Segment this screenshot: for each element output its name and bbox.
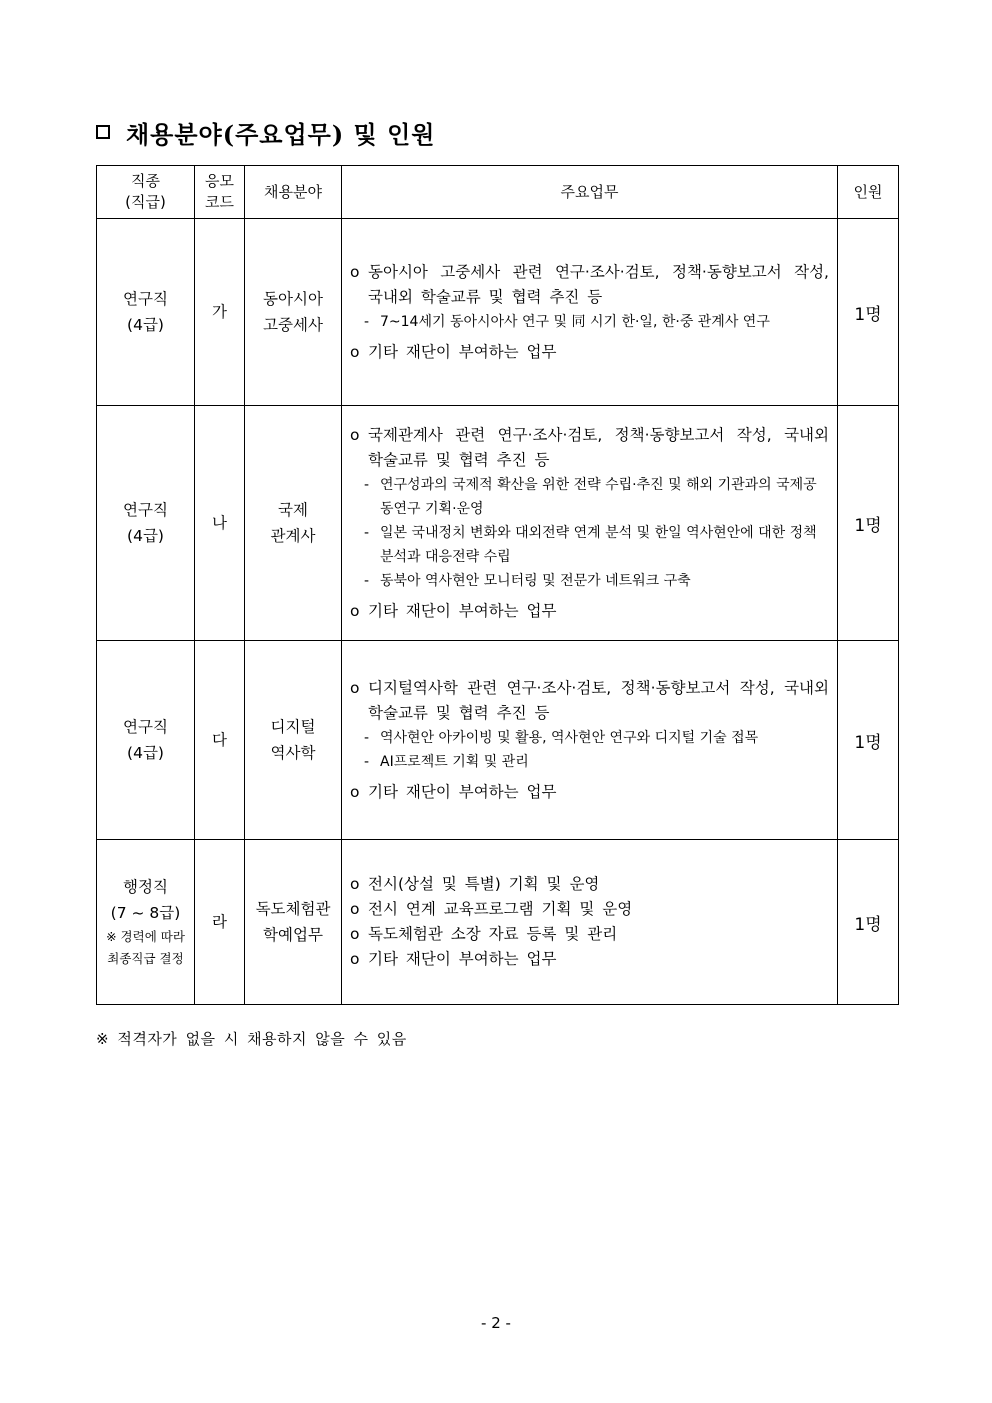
duty-text: AI프로젝트 기획 및 관리 [380,753,529,770]
duty-text: 기타 재단이 부여하는 업무 [368,342,557,361]
duty-subitem [350,521,829,569]
header-code-line: 응모 [205,172,234,190]
header-field: 채용분야 [245,166,342,219]
section-title [96,112,435,152]
duty-text: 전시(상설 및 특별) 기획 및 운영 [368,875,600,893]
bullet-circle-marker: o [350,342,360,361]
section-title-text: 채용분야(주요업무) 및 인원 [126,119,436,149]
bullet-circle-marker: o [350,950,360,968]
cell-code: 나 [195,406,245,641]
duty-item [350,897,829,922]
header-job-type-line: 직종 [131,172,160,190]
duty-item [350,947,829,972]
duty-text: 연구성과의 국제적 확산을 위한 전략 수립·추진 및 해외 기관과의 국제공동연구 기획·운영 [380,476,817,517]
cell-duties [342,641,838,840]
bullet-dash-marker: - [364,313,370,330]
cell-field [245,406,342,641]
job-type-line: 연구직 [123,290,168,308]
duty-text: 기타 재단이 부여하는 업무 [368,782,557,801]
cell-field [245,219,342,406]
field-line: 학예업무 [263,926,323,944]
field-line: 국제 [278,501,308,519]
cell-field [245,840,342,1005]
duty-text: 동아시아 고중세사 관련 연구·조사·검토, 정책·동향보고서 작성, 국내외 학술교류 및 협력 추진 등 [368,262,829,306]
duty-item [350,260,829,310]
job-type-line: (4급) [127,527,164,545]
duty-text: 일본 국내정치 변화와 대외전략 연계 분석 및 한일 역사현안에 대한 정책 분석과 대응전략 수립 [380,524,817,565]
duty-text: 7~14세기 동아시아사 연구 및 同 시기 한·일, 한·중 관계사 연구 [380,313,770,330]
table-row [97,219,899,406]
job-type-line: 연구직 [123,501,168,519]
header-headcount: 인원 [838,166,899,219]
cell-headcount: 1명 [838,219,899,406]
bullet-circle-marker: o [350,782,360,801]
cell-job-type [97,406,195,641]
cell-job-type [97,219,195,406]
duty-subitem [350,473,829,521]
cell-code: 라 [195,840,245,1005]
bullet-circle-marker: o [350,900,360,918]
duty-text: 독도체험관 소장 자료 등록 및 관리 [368,925,618,943]
bullet-circle-marker: o [350,425,360,444]
bullet-circle-marker: o [350,875,360,893]
header-duties: 주요업무 [342,166,838,219]
duty-subitem [350,569,829,593]
table-row [97,840,899,1005]
job-type-note: 최종직급 결정 [107,951,184,966]
header-code-line: 코드 [205,193,234,211]
cell-duties [342,219,838,406]
bullet-circle-marker: o [350,678,360,697]
job-type-line: 연구직 [123,718,168,736]
field-line: 독도체험관 [255,900,331,918]
cell-duties [342,406,838,641]
cell-job-type [97,641,195,840]
cell-headcount: 1명 [838,641,899,840]
square-outline-icon [96,125,110,139]
field-line: 디지털 [270,718,316,736]
bullet-dash-marker: - [364,729,370,746]
bullet-circle-marker: o [350,925,360,943]
duty-item [350,780,829,805]
duty-text: 역사현안 아카이빙 및 활용, 역사현안 연구와 디지털 기술 접목 [380,729,759,746]
duty-subitem [350,750,829,774]
field-line: 고중세사 [263,316,323,334]
duty-text: 동북아 역사현안 모니터링 및 전문가 네트워크 구축 [380,572,691,589]
duty-text: 디지털역사학 관련 연구·조사·검토, 정책·동향보고서 작성, 국내외 학술교류 및 협력 추진 등 [368,678,829,722]
cell-headcount: 1명 [838,840,899,1005]
duty-text: 전시 연계 교육프로그램 기획 및 운영 [368,900,633,918]
field-line: 관계사 [270,527,316,545]
page-number: - 2 - [481,1314,511,1332]
duty-item [350,423,829,473]
duty-item [350,340,829,365]
duty-text: 국제관계사 관련 연구·조사·검토, 정책·동향보고서 작성, 국내외 학술교류 및 협력 추진 등 [368,425,829,469]
job-type-line: 행정직 [123,878,168,896]
duty-text: 기타 재단이 부여하는 업무 [368,601,557,620]
cell-code: 가 [195,219,245,406]
field-line: 동아시아 [263,290,323,308]
cell-duties [342,840,838,1005]
table-header-row [97,166,899,219]
table-row [97,406,899,641]
header-code [195,166,245,219]
duty-item [350,922,829,947]
cell-headcount: 1명 [838,406,899,641]
bullet-circle-marker: o [350,262,360,281]
header-job-type-line: (직급) [125,193,166,211]
cell-field [245,641,342,840]
recruitment-table [96,165,899,1005]
field-line: 역사학 [270,744,316,762]
duty-item [350,676,829,726]
bullet-dash-marker: - [364,476,370,493]
header-job-type [97,166,195,219]
duty-item [350,872,829,897]
table-row [97,641,899,840]
bullet-circle-marker: o [350,601,360,620]
job-type-note: ※ 경력에 따라 [106,929,185,944]
bullet-dash-marker: - [364,753,370,770]
footnote: ※ 적격자가 없을 시 채용하지 않을 수 있음 [96,1030,407,1048]
duty-text: 기타 재단이 부여하는 업무 [368,950,557,968]
duty-item [350,599,829,624]
duty-subitem [350,310,829,334]
duty-subitem [350,726,829,750]
job-type-line: (4급) [127,316,164,334]
job-type-line: (4급) [127,744,164,762]
bullet-dash-marker: - [364,524,370,541]
cell-job-type [97,840,195,1005]
job-type-line: (7 ~ 8급) [110,904,181,922]
bullet-dash-marker: - [364,572,370,589]
cell-code: 다 [195,641,245,840]
